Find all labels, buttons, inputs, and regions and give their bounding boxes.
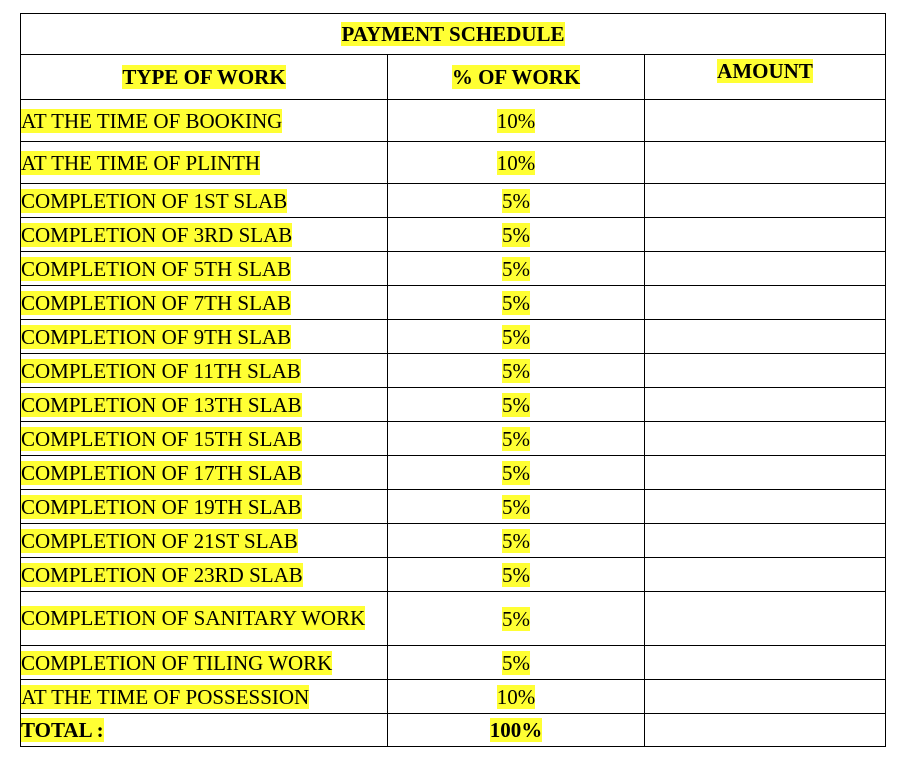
table-row <box>21 184 886 218</box>
percent-value: 5% <box>502 650 530 675</box>
work-cell <box>21 490 388 524</box>
work-label: AT THE TIME OF BOOKING <box>21 108 283 133</box>
amount-cell <box>645 320 886 354</box>
table-row <box>21 490 886 524</box>
percent-value: 5% <box>502 494 530 519</box>
amount-cell <box>645 456 886 490</box>
percent-cell <box>388 184 645 218</box>
percent-cell <box>388 558 645 592</box>
work-cell <box>21 218 388 252</box>
title-row <box>21 14 886 55</box>
work-cell <box>21 680 388 714</box>
percent-value: 5% <box>502 562 530 587</box>
table-row <box>21 456 886 490</box>
percent-value: 5% <box>502 290 530 315</box>
percent-cell <box>388 592 645 646</box>
work-label: COMPLETION OF 9TH SLAB <box>21 324 292 349</box>
work-cell <box>21 524 388 558</box>
table-row <box>21 142 886 184</box>
amount-cell <box>645 680 886 714</box>
percent-value: 5% <box>502 606 530 631</box>
percent-value: 5% <box>502 358 530 383</box>
percent-value: 5% <box>502 392 530 417</box>
table-row <box>21 524 886 558</box>
amount-cell <box>645 490 886 524</box>
table-row <box>21 100 886 142</box>
work-label: COMPLETION OF TILING WORK <box>21 650 333 675</box>
percent-value: 10% <box>496 108 536 133</box>
table-row <box>21 252 886 286</box>
header-amount: AMOUNT <box>717 59 813 83</box>
work-label: COMPLETION OF 13TH SLAB <box>21 392 302 417</box>
percent-value: 10% <box>496 150 536 175</box>
percent-value: 5% <box>502 460 530 485</box>
percent-cell <box>388 524 645 558</box>
percent-cell <box>388 646 645 680</box>
work-cell <box>21 286 388 320</box>
percent-cell <box>388 252 645 286</box>
work-label: COMPLETION OF 11TH SLAB <box>21 358 301 383</box>
work-cell <box>21 184 388 218</box>
table-row <box>21 218 886 252</box>
table-row <box>21 592 886 646</box>
work-cell <box>21 456 388 490</box>
percent-cell <box>388 320 645 354</box>
work-cell <box>21 354 388 388</box>
work-cell <box>21 558 388 592</box>
amount-cell <box>645 388 886 422</box>
header-percent-of-work: % OF WORK <box>451 65 581 89</box>
work-cell <box>21 422 388 456</box>
total-row <box>21 714 886 747</box>
table-row <box>21 422 886 456</box>
percent-cell <box>388 286 645 320</box>
amount-cell <box>645 184 886 218</box>
work-label: COMPLETION OF SANITARY WORK <box>21 606 366 630</box>
work-label: COMPLETION OF 19TH SLAB <box>21 494 302 519</box>
percent-value: 10% <box>496 684 536 709</box>
table-row <box>21 680 886 714</box>
amount-cell <box>645 286 886 320</box>
work-cell <box>21 388 388 422</box>
total-label: TOTAL : <box>21 718 104 742</box>
amount-cell <box>645 592 886 646</box>
percent-cell <box>388 100 645 142</box>
percent-cell <box>388 490 645 524</box>
total-percent-cell <box>388 714 645 747</box>
header-amount-cell <box>645 55 886 100</box>
percent-value: 5% <box>502 528 530 553</box>
work-cell <box>21 142 388 184</box>
work-label: COMPLETION OF 17TH SLAB <box>21 460 302 485</box>
work-label: COMPLETION OF 21ST SLAB <box>21 528 298 553</box>
percent-value: 5% <box>502 256 530 281</box>
percent-value: 5% <box>502 324 530 349</box>
percent-cell <box>388 456 645 490</box>
work-cell <box>21 320 388 354</box>
work-cell <box>21 592 388 646</box>
percent-cell <box>388 142 645 184</box>
table-row <box>21 558 886 592</box>
table-row <box>21 646 886 680</box>
total-percent: 100% <box>489 718 543 742</box>
work-label: COMPLETION OF 15TH SLAB <box>21 426 302 451</box>
payment-schedule-table <box>20 13 886 747</box>
work-cell <box>21 100 388 142</box>
amount-cell <box>645 558 886 592</box>
amount-cell <box>645 142 886 184</box>
work-label: COMPLETION OF 7TH SLAB <box>21 290 292 315</box>
amount-cell <box>645 422 886 456</box>
amount-cell <box>645 646 886 680</box>
work-label: COMPLETION OF 3RD SLAB <box>21 222 293 247</box>
percent-value: 5% <box>502 222 530 247</box>
percent-value: 5% <box>502 188 530 213</box>
work-label: AT THE TIME OF POSSESSION <box>21 684 310 709</box>
work-cell <box>21 252 388 286</box>
work-label: COMPLETION OF 1ST SLAB <box>21 188 288 213</box>
total-label-cell <box>21 714 388 747</box>
amount-cell <box>645 218 886 252</box>
header-type-of-work: TYPE OF WORK <box>122 65 286 89</box>
work-label: COMPLETION OF 5TH SLAB <box>21 256 292 281</box>
table-row <box>21 388 886 422</box>
amount-cell <box>645 100 886 142</box>
table-row <box>21 320 886 354</box>
amount-cell <box>645 524 886 558</box>
amount-cell <box>645 354 886 388</box>
work-label: AT THE TIME OF PLINTH <box>21 150 261 175</box>
total-amount-cell <box>645 714 886 747</box>
work-cell <box>21 646 388 680</box>
percent-cell <box>388 422 645 456</box>
table-row <box>21 286 886 320</box>
percent-cell <box>388 354 645 388</box>
table-title: PAYMENT SCHEDULE <box>341 22 565 46</box>
percent-cell <box>388 680 645 714</box>
table-row <box>21 354 886 388</box>
percent-cell <box>388 218 645 252</box>
amount-cell <box>645 252 886 286</box>
header-percent-cell <box>388 55 645 100</box>
percent-value: 5% <box>502 426 530 451</box>
title-cell <box>21 14 886 55</box>
work-label: COMPLETION OF 23RD SLAB <box>21 562 303 587</box>
percent-cell <box>388 388 645 422</box>
header-type-cell <box>21 55 388 100</box>
header-row <box>21 55 886 100</box>
